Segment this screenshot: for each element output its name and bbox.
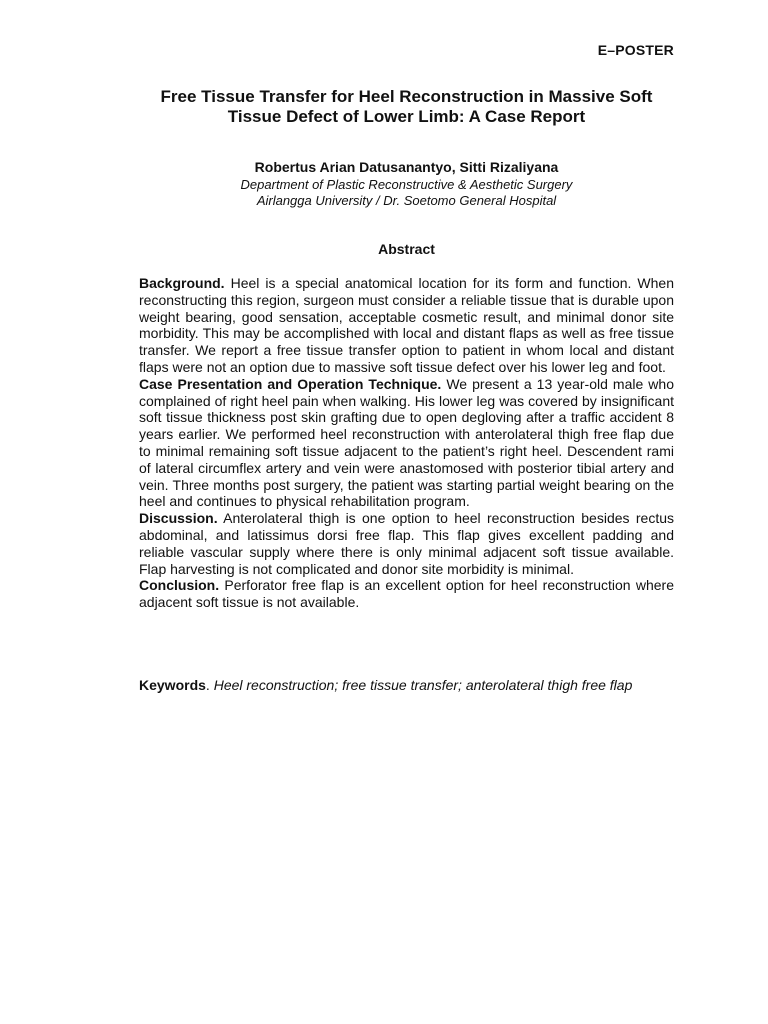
section-text: Perforator free flap is an excellent option for heel reconstruction where adjacent soft tissue is not available. [139, 577, 674, 611]
section-text: Heel is a special anatomical location for its form and function. When reconstructing this region, surgeon must consider a reliable tissue that is durable upon weight bearing, good sensation, acceptable cosmetic result, and minimal donor site morbidity. This may be accomplished with local and distant flaps as well as free tissue transfer. We report a free tissue transfer option to patient in whom local and distant flaps were not an option due to massive soft tissue defect over his lower leg and foot. [139, 275, 674, 375]
abstract-paragraph-background [139, 275, 674, 376]
author-list: Robertus Arian Datusanantyo, Sitti Rizaliyana [254, 159, 559, 175]
abstract-paragraph-conclusion [139, 577, 674, 611]
section-label: Background. [139, 275, 225, 291]
abstract-paragraph-discussion [139, 510, 674, 577]
section-label: Conclusion. [139, 577, 220, 594]
section-label: Discussion. [139, 510, 218, 527]
abstract-paragraph-case [139, 376, 674, 510]
keywords-separator: . [205, 677, 214, 693]
section-tag: E–POSTER [597, 42, 674, 58]
abstract-body [139, 275, 674, 611]
section-text: Anterolateral thigh is one option to heel reconstruction besides rectus abdominal, and latissimus dorsi free flap. This flap gives excellent padding and reliable vascular supply where there is only minimal adjacent soft tissue available. Flap harvesting is not complicated and donor site morbidity is minimal. [139, 510, 674, 577]
keywords-label: Keywords [139, 677, 206, 693]
section-text: We present a 13 year-old male who complained of right heel pain when walking. His lower leg was covered by insignificant soft tissue thickness post skin grafting due to open degloving after a traffic accident 8 years earlier. We performed heel reconstruction with anterolateral thigh free flap due to minimal remaining soft tissue adjacent to the patient’s right heel. Descendent rami of lateral circumflex artery and vein were anastomosed with posterior tibial artery and vein. Three months post surgery, the patient was starting partial weight bearing on the heel and continues to physical rehabilitation program. [139, 375, 674, 510]
affiliation-department: Department of Plastic Reconstructive & Aesthetic Surgery [240, 177, 573, 192]
abstract-heading: Abstract [378, 241, 435, 257]
affiliation-institution: Airlangga University / Dr. Soetomo General Hospital [256, 193, 557, 208]
keywords-text: Heel reconstruction; free tissue transfer; anterolateral thigh free flap [213, 677, 633, 693]
section-label: Case Presentation and Operation Technique. [139, 375, 442, 392]
paper-title: Free Tissue Transfer for Heel Reconstruction in Massive Soft Tissue Defect of Lower Limb: A Case Report [160, 87, 653, 126]
keywords [139, 677, 674, 694]
